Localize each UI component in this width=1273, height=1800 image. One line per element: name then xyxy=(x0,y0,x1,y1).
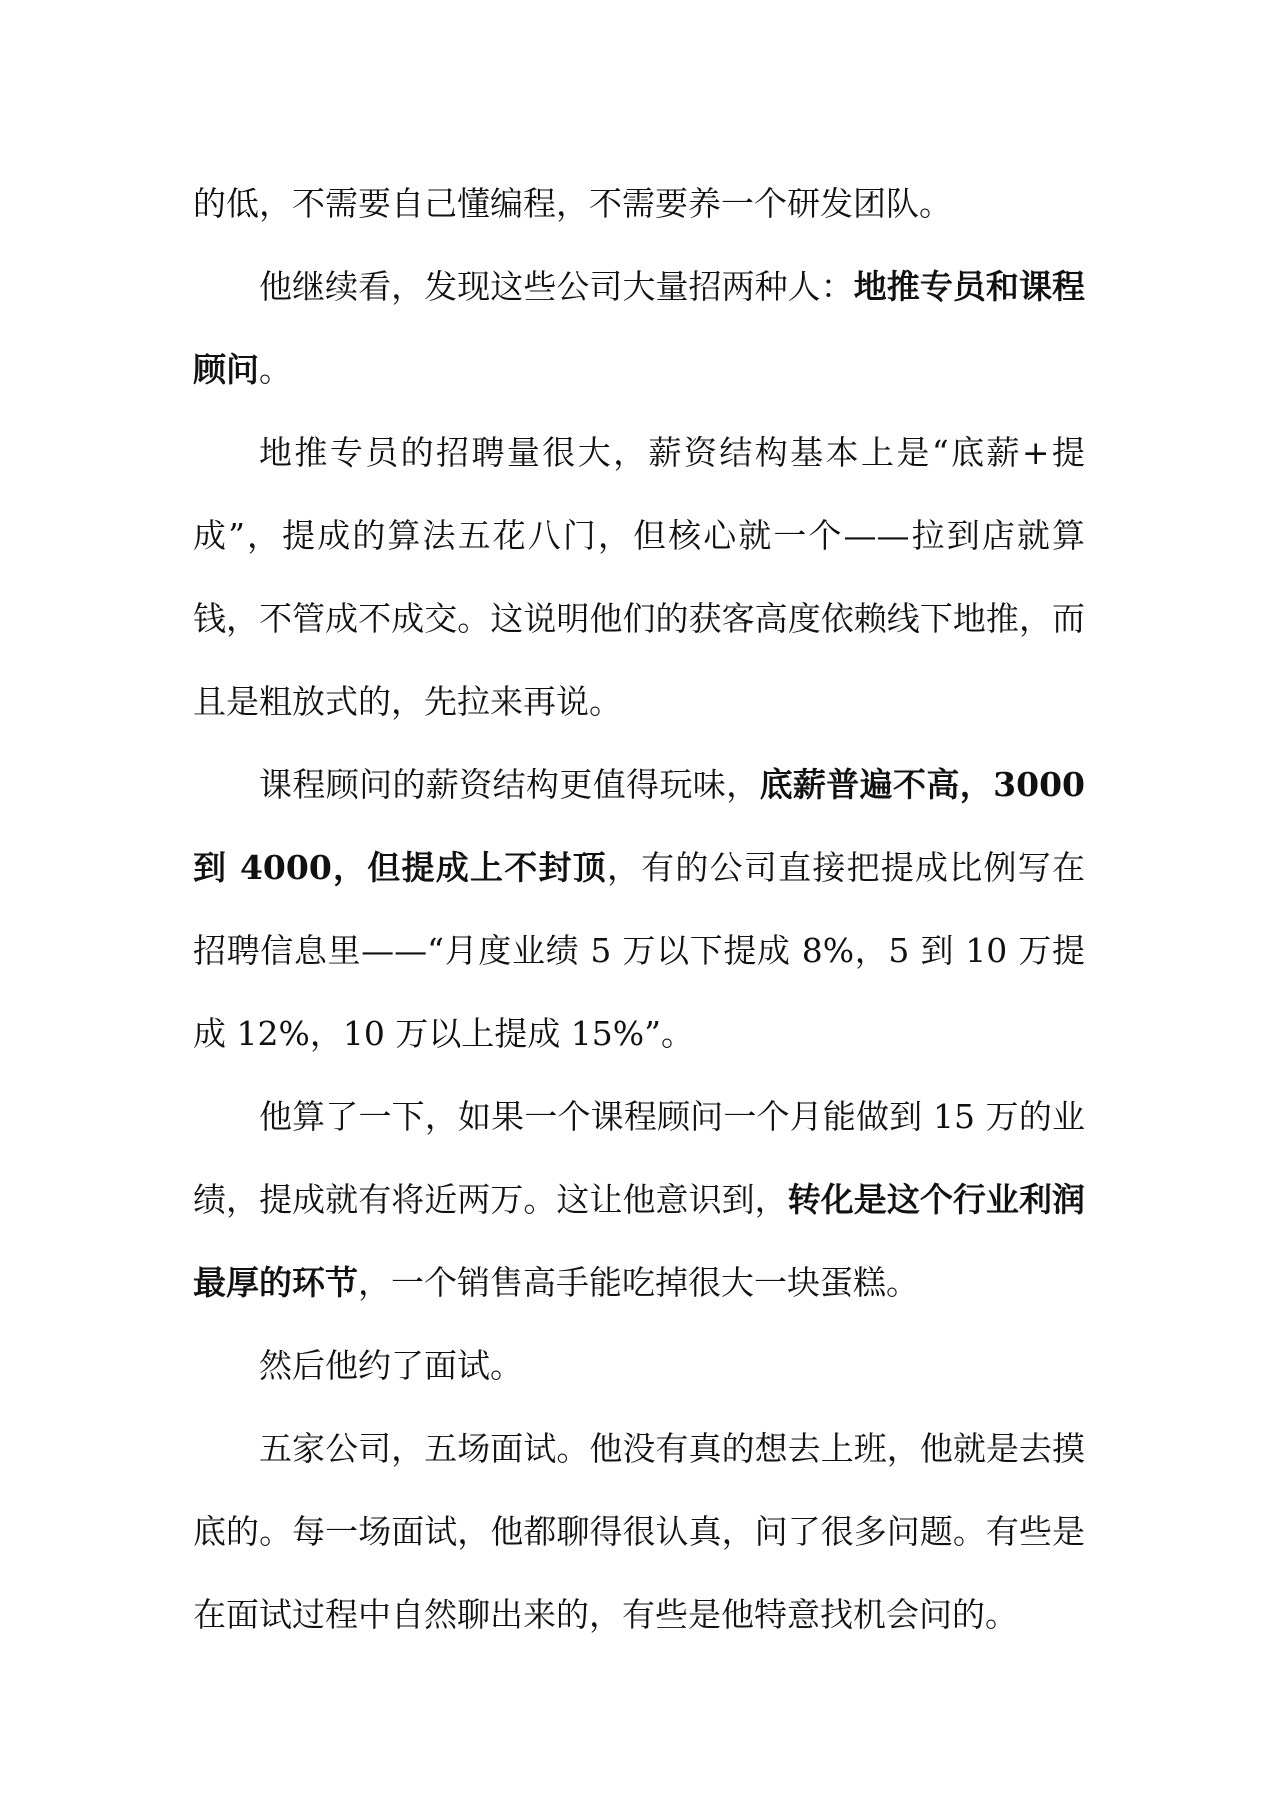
paragraph-5 xyxy=(193,1075,1085,1324)
text-run: 。 xyxy=(259,350,292,389)
paragraph-2 xyxy=(193,245,1085,411)
text-run: 地推专员的招聘量很大，薪资结构基本上是“底薪+提成”，提成的算法五花八门，但核心就一个——拉到店就算钱，不管成不成交。这说明他们的获客高度依赖线下地推，而且是粗放式的，先拉来再说。 xyxy=(193,433,1085,721)
text-run: 五家公司，五场面试。他没有真的想去上班，他就是去摸底的。每一场面试，他都聊得很认真，问了很多问题。有些是在面试过程中自然聊出来的，有些是他特意找机会问的。 xyxy=(193,1429,1085,1634)
paragraph-6 xyxy=(193,1324,1085,1407)
paragraph-4 xyxy=(193,743,1085,1075)
bold-text-run: 转化是这个行业利润最厚的环节 xyxy=(193,1180,1086,1302)
paragraph-3 xyxy=(193,411,1085,743)
text-run: ，有的公司直接把提成比例写在招聘信息里——“月度业绩 5 万以下提成 8%，5 到 10 万提成 12%，10 万以上提成 15%”。 xyxy=(193,848,1086,1053)
text-run: 他算了一下，如果一个课程顾问一个月能做到 15 万的业绩，提成就有将近两万。这让他意识到， xyxy=(193,1097,1085,1219)
document-body xyxy=(193,162,1085,1656)
text-run: ，一个销售高手能吃掉很大一块蛋糕。 xyxy=(358,1263,919,1302)
text-run: 他继续看，发现这些公司大量招两种人： xyxy=(259,267,854,306)
paragraph-1 xyxy=(193,162,1085,245)
text-run: 然后他约了面试。 xyxy=(259,1346,523,1385)
bold-text-run: 地推专员和课程顾问 xyxy=(193,267,1086,389)
text-run: 的低，不需要自己懂编程，不需要养一个研发团队。 xyxy=(193,184,952,223)
text-run: 课程顾问的薪资结构更值得玩味， xyxy=(259,765,760,804)
bold-text-run: 底薪普遍不高，3000 到 4000，但提成上不封顶 xyxy=(193,765,1085,887)
paragraph-7 xyxy=(193,1407,1085,1656)
